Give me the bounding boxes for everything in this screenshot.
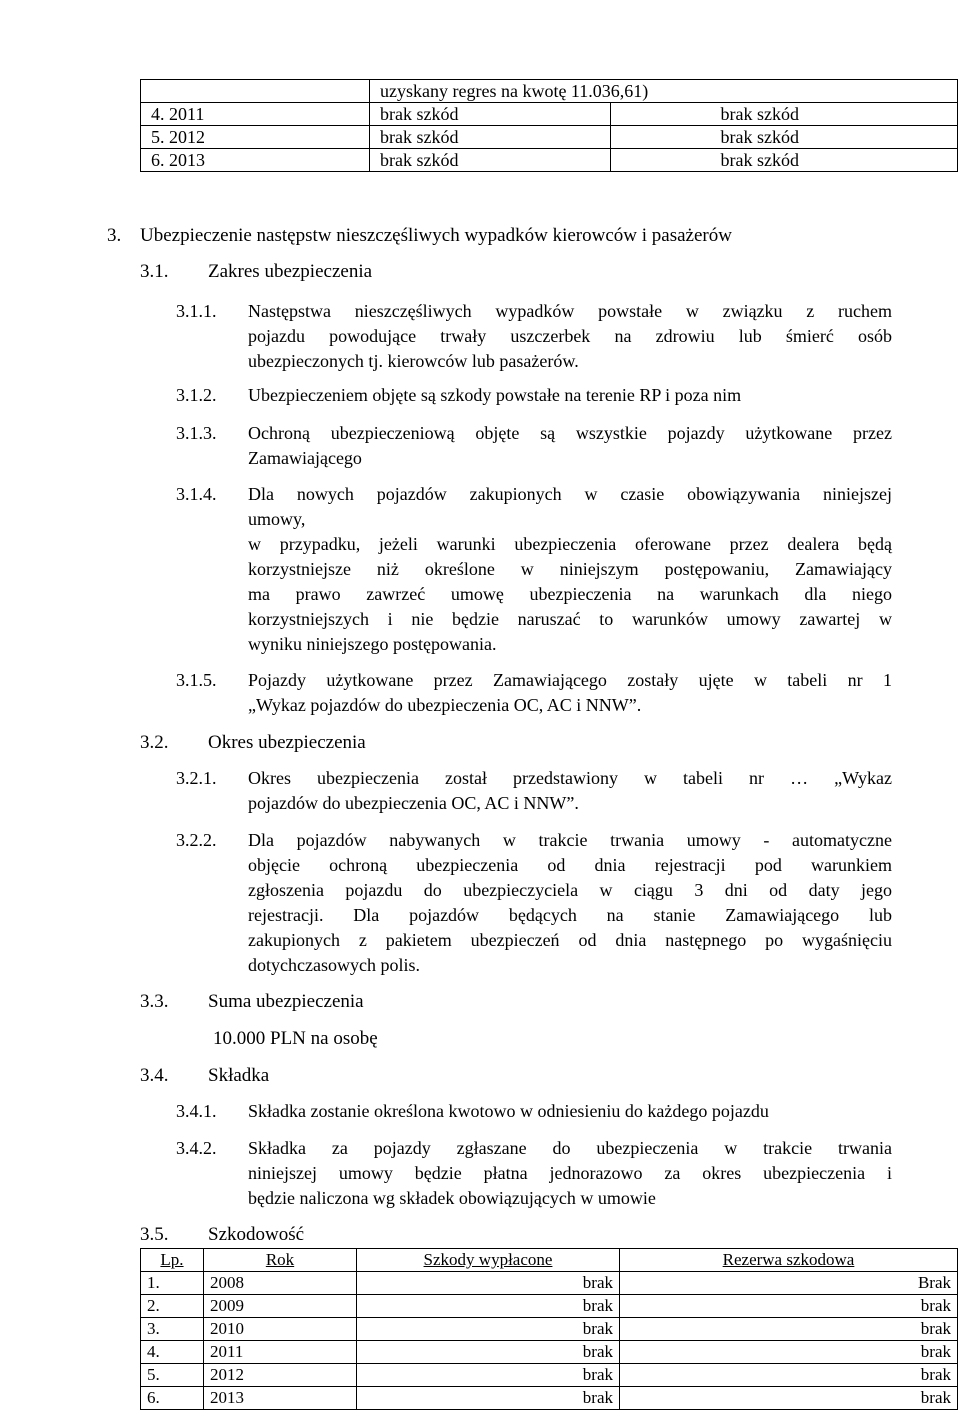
text-line: będzie naliczona wg składek obowiązujących w umowie [248, 1188, 656, 1208]
paragraph-text [248, 766, 892, 816]
table-cell: brak [620, 1318, 958, 1341]
claims-history-table-continued [140, 79, 958, 172]
text-line: zakupionych z pakietem ubezpieczeń od dnia następnego po wygaśnięciu [248, 930, 892, 950]
paragraph-text: Ubezpieczeniem objęte są szkody powstałe na terenie RP i poza nim [248, 385, 742, 405]
table-cell: uzyskany regres na kwotę 11.036,61) [370, 80, 958, 103]
text-line: wyniku niniejszego postępowania. [248, 634, 497, 654]
subsection-title: Zakres ubezpieczenia [208, 261, 373, 282]
text-line: Ochroną ubezpieczeniową objęte są wszystkie pojazdy użytkowane przez [248, 423, 892, 443]
text-line: niniejszej umowy będzie płatna jednorazowo za okres ubezpieczenia i [248, 1163, 892, 1183]
table-cell: brak szkód [370, 149, 611, 172]
paragraph-text [248, 421, 892, 471]
paragraph-number: 3.1.2. [176, 385, 217, 405]
table-cell: 3. [141, 1318, 204, 1341]
sum-insured-amount: 10.000 PLN na osobę [213, 1028, 378, 1049]
paragraph-text [248, 482, 892, 657]
table-cell: 6. 2013 [141, 149, 370, 172]
table-cell: 2010 [204, 1318, 357, 1341]
table-cell: 4. 2011 [141, 103, 370, 126]
table-cell: brak [620, 1295, 958, 1318]
paragraph-text [248, 1136, 892, 1211]
subsection-number: 3.2. [140, 732, 169, 753]
table-row [141, 1364, 958, 1387]
text-line: Następstwa nieszczęśliwych wypadków powstałe w związku z ruchem [248, 301, 892, 321]
table-cell: brak [357, 1318, 620, 1341]
table-row [141, 149, 958, 172]
table-header-row [141, 1249, 958, 1272]
table-cell: 2009 [204, 1295, 357, 1318]
table-cell: brak [620, 1364, 958, 1387]
table-cell: 1. [141, 1272, 204, 1295]
paragraph-text [248, 299, 892, 374]
text-line: ubezpieczonych tj. kierowców lub pasażerów. [248, 351, 579, 371]
table-cell: 2008 [204, 1272, 357, 1295]
text-line: rejestracji. Dla pojazdów będących na stanie Zamawiającego lub [248, 905, 892, 925]
table-cell: 2. [141, 1295, 204, 1318]
table-cell: brak szkód [370, 126, 611, 149]
paragraph-number: 3.2.1. [176, 768, 217, 788]
table-cell: 2011 [204, 1341, 357, 1364]
table-row [141, 80, 958, 103]
subsection-title: Suma ubezpieczenia [208, 991, 364, 1012]
table-cell: brak [620, 1341, 958, 1364]
table-cell: brak [357, 1387, 620, 1410]
table-cell: brak szkód [611, 126, 958, 149]
table-row [141, 1341, 958, 1364]
table-cell: 2013 [204, 1387, 357, 1410]
table-cell: 5. [141, 1364, 204, 1387]
paragraph-number: 3.1.3. [176, 423, 217, 443]
paragraph-text [248, 668, 892, 718]
subsection-title: Składka [208, 1065, 270, 1086]
text-line: Zamawiającego [248, 448, 362, 468]
table-cell: brak szkód [611, 103, 958, 126]
table-cell: 6. [141, 1387, 204, 1410]
text-line: Składka za pojazdy zgłaszane do ubezpieczenia w trakcie trwania [248, 1138, 892, 1158]
section-number: 3. [107, 225, 122, 246]
text-line: korzystniejszych i nie będzie naruszać to warunków umowy zawartej w [248, 609, 892, 629]
table-cell: brak [620, 1387, 958, 1410]
column-header: Lp. [141, 1249, 204, 1272]
document-reference: WIFE.271.4.2013 [4, 0, 104, 15]
text-line: Dla pojazdów nabywanych w trakcie trwania umowy - automatyczne [248, 830, 892, 850]
table-cell: brak szkód [611, 149, 958, 172]
table-cell [141, 80, 370, 103]
text-line: pojazdu powodujące trwały uszczerbek na zdrowiu lub śmierć osób [248, 326, 892, 346]
subsection-title: Okres ubezpieczenia [208, 732, 366, 753]
text-line: umowy, [248, 509, 306, 529]
subsection-number: 3.3. [140, 991, 169, 1012]
table-cell: brak [357, 1272, 620, 1295]
paragraph-number: 3.1.1. [176, 301, 217, 321]
claims-table [140, 1248, 958, 1410]
subsection-number: 3.1. [140, 261, 169, 282]
table-row [141, 103, 958, 126]
text-line: dotychczasowych polis. [248, 955, 420, 975]
paragraph-text: Składka zostanie określona kwotowo w odniesieniu do każdego pojazdu [248, 1101, 769, 1121]
table-cell: brak szkód [370, 103, 611, 126]
column-header: Rezerwa szkodowa [620, 1249, 958, 1272]
table-cell: Brak [620, 1272, 958, 1295]
table-row [141, 126, 958, 149]
document-title: Ubezpieczenie mienia, odpowiedzialności cywilnej oraz ubezpieczenia komunikacyjne Gminy Kępno [4, 15, 607, 31]
column-header: Rok [204, 1249, 357, 1272]
text-line: w przypadku, jeżeli warunki ubezpieczenia oferowane przez dealera będą [248, 534, 892, 554]
paragraph-number: 3.4.2. [176, 1138, 217, 1158]
paragraph-text [248, 828, 892, 978]
table-row [141, 1387, 958, 1410]
paragraph-number: 3.1.5. [176, 670, 217, 690]
table-cell: brak [357, 1364, 620, 1387]
table-cell: brak [357, 1295, 620, 1318]
table-row [141, 1295, 958, 1318]
paragraph-number: 3.4.1. [176, 1101, 217, 1121]
paragraph-number: 3.1.4. [176, 484, 217, 504]
text-line: Okres ubezpieczenia został przedstawiony w tabeli nr … „Wykaz [248, 768, 892, 788]
table-row [141, 1272, 958, 1295]
subsection-title: Szkodowość [208, 1224, 305, 1245]
text-line: Dla nowych pojazdów zakupionych w czasie obowiązywania niniejszej [248, 484, 892, 504]
text-line: zgłoszenia pojazdu do ubezpieczyciela w ciągu 3 dni od daty jego [248, 880, 892, 900]
table-cell: 2012 [204, 1364, 357, 1387]
text-line: objęcie ochroną ubezpieczenia od dnia rejestracji pod warunkiem [248, 855, 892, 875]
text-line: Pojazdy użytkowane przez Zamawiającego zostały ujęte w tabeli nr 1 [248, 670, 892, 690]
table-cell: 5. 2012 [141, 126, 370, 149]
table-cell: brak [357, 1341, 620, 1364]
table-row [141, 1318, 958, 1341]
text-line: korzystniejsze niż określone w niniejszym postępowaniu, Zamawiający [248, 559, 892, 579]
paragraph-number: 3.2.2. [176, 830, 217, 850]
text-line: pojazdów do ubezpieczenia OC, AC i NNW”. [248, 793, 579, 813]
subsection-number: 3.5. [140, 1224, 169, 1245]
text-line: „Wykaz pojazdów do ubezpieczenia OC, AC i NNW”. [248, 695, 642, 715]
section-title: Ubezpieczenie następstw nieszczęśliwych wypadków kierowców i pasażerów [140, 225, 732, 246]
column-header: Szkody wypłacone [357, 1249, 620, 1272]
table-cell: 4. [141, 1341, 204, 1364]
text-line: ma prawo zawrzeć umowę ubezpieczenia na warunkach dla niego [248, 584, 892, 604]
subsection-number: 3.4. [140, 1065, 169, 1086]
